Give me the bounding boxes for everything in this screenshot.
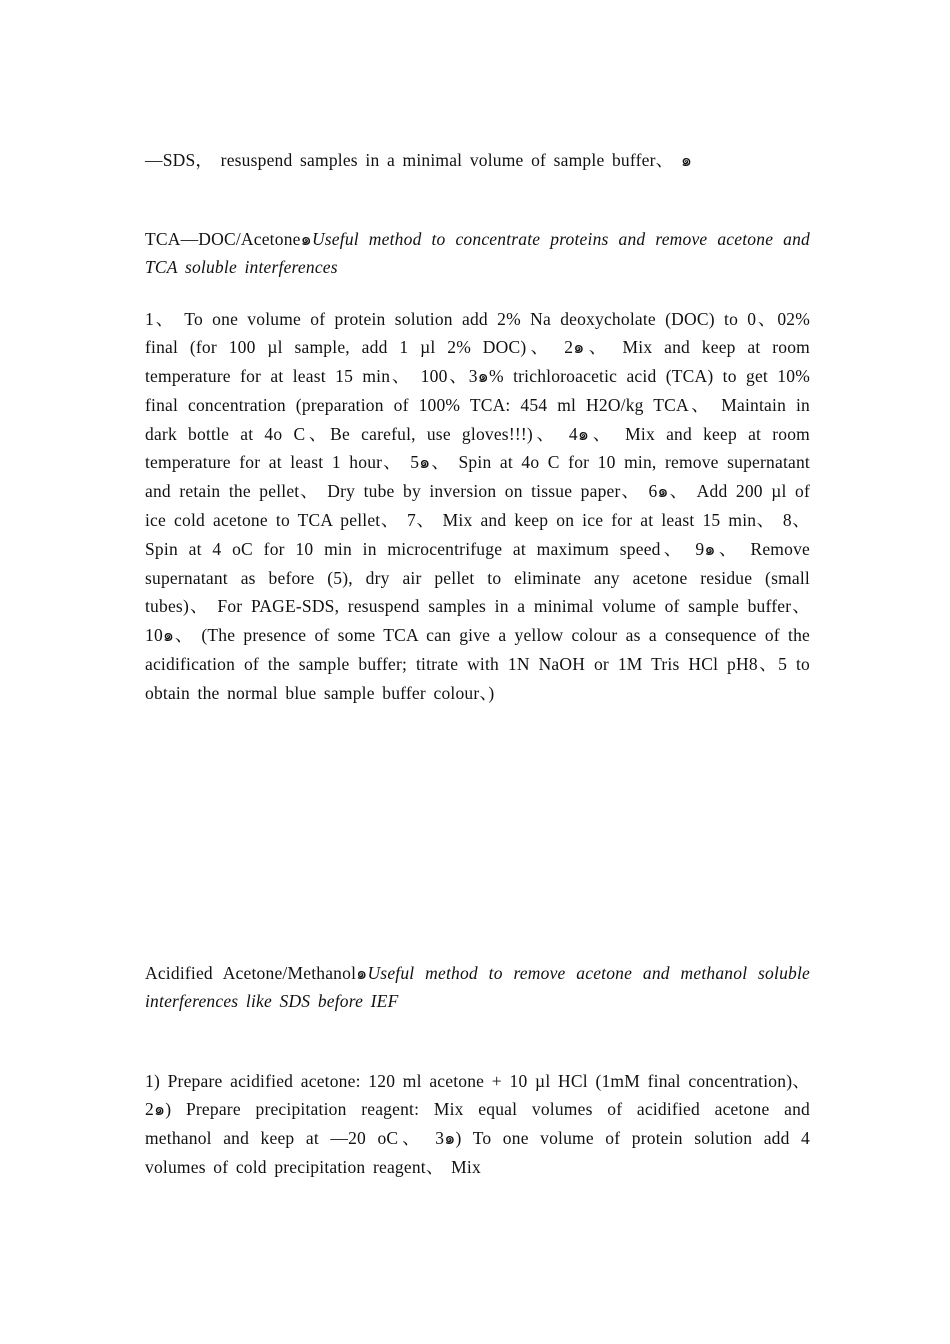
method-title: TCA—DOC/Acetone — [145, 228, 301, 249]
tca-doc-method-heading — [145, 225, 810, 283]
method-description: Useful method to remove acetone and methanol soluble interferences like SDS before IEF — [145, 962, 810, 1012]
method-title: Acidified Acetone/Methanol — [145, 962, 357, 983]
tca-doc-protocol-paragraph: 1、 To one volume of protein solution add 2% Na deoxycholate (DOC) to 0、02% final (for 100 µl sample, add 1 µl 2% DOC)、 2๑、 Mix and keep at room temperature for at least 15 min、 100、3๑% trichloroacetic acid (TCA) to get 10% final concentration (preparation of 100% TCA: 454 ml H2O/kg TCA、 Maintain in dark bottle at 4o C、Be careful, use gloves!!!)、 4๑、 Mix and keep at room temperature for at least 1 hour、 5๑、 Spin at 4o C for 10 min, remove supernatant and retain the pellet、 Dry tube by inversion on tissue paper、 6๑、 Add 200 µl of ice cold acetone to TCA pellet、 7、 Mix and keep on ice for at least 15 min、 8、 Spin at 4 oC for 10 min in microcentrifuge at maximum speed、 9๑、 Remove supernatant as before (5), dry air pellet to eliminate any acetone residue (small tubes)、 For PAGE-SDS, resuspend samples in a minimal volume of sample buffer、 10๑、 (The presence of some TCA can give a yellow colour as a consequence of the acidification of the sample buffer; titrate with 1N NaOH or 1M Tris HCl pH8、5 to obtain the normal blue sample buffer colour、) — [145, 308, 810, 703]
method-description: Useful method to concentrate proteins and remove acetone and TCA soluble interferences — [145, 228, 810, 278]
sds-resuspend-paragraph: —SDS， resuspend samples in a minimal volume of sample buffer、 ๑ — [145, 149, 693, 170]
acidified-method-heading — [145, 959, 810, 1017]
bullet-marker: ๑ — [300, 228, 312, 249]
bullet-marker: ๑ — [356, 962, 368, 983]
acidified-protocol-paragraph: 1) Prepare acidified acetone: 120 ml acetone + 10 µl HCl (1mM final concentration)、 2๑) Prepare precipitation reagent: Mix equal volumes of acidified acetone and methanol and keep at —20 oC、 3๑) To one volume of protein solution add 4 volumes of cold precipitation reagent、 Mix — [145, 1070, 810, 1177]
